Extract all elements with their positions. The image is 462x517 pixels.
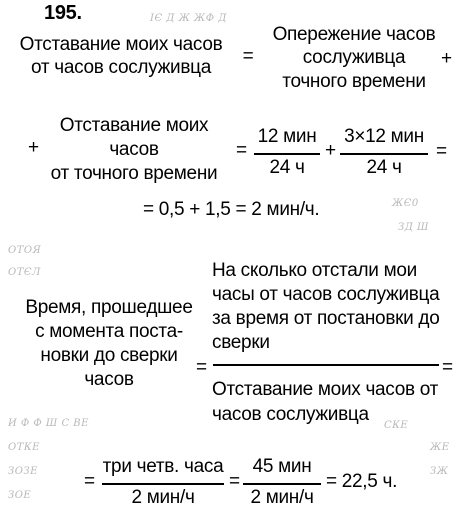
equals-sign: = bbox=[436, 141, 447, 162]
denominator-line1: Отставание моих часов от bbox=[212, 379, 439, 400]
fraction-2-numerator: 3×12 мин bbox=[344, 126, 424, 147]
scan-noise: СКЕ bbox=[384, 420, 409, 431]
fraction-1-bar bbox=[254, 153, 320, 155]
final-fraction-1-denominator: 2 мин/ч bbox=[131, 487, 195, 508]
fraction-1-numerator: 12 мин bbox=[257, 126, 317, 147]
denominator-line2: часов сослуживца bbox=[212, 404, 369, 425]
equals-sign: = bbox=[442, 357, 453, 378]
problem-number: 195. bbox=[44, 2, 82, 24]
fraction-1-denominator: 24 ч bbox=[269, 157, 305, 178]
scan-noise-top: ІЄ Д Ж ЖФ Д bbox=[150, 13, 227, 24]
scan-noise: ЗОЗЕ bbox=[8, 466, 38, 477]
scan-noise: ЗЖ bbox=[430, 466, 449, 477]
equals-sign: = bbox=[84, 471, 95, 492]
elapsed-time-line1: Время, прошедшее bbox=[25, 297, 193, 318]
scan-noise: ЗД Ш bbox=[398, 222, 429, 233]
elapsed-time-line3: новки до сверки bbox=[40, 345, 178, 366]
my-lag-line3: от точного времени bbox=[50, 163, 218, 184]
fraction-2-bar bbox=[340, 153, 428, 155]
final-fraction-1-numerator: три четв. часа bbox=[102, 456, 224, 477]
scan-noise: И Ф Ф Ш С ВЕ bbox=[8, 418, 89, 429]
scan-noise: ЖЕ bbox=[430, 442, 450, 453]
equals-sign: = bbox=[196, 357, 207, 378]
rate-result: = 0,5 + 1,5 = 2 мин/ч. bbox=[143, 199, 320, 220]
question-line3: за время от постановки до bbox=[212, 308, 440, 329]
plus-sign: + bbox=[28, 137, 39, 158]
fraction-2-denominator: 24 ч bbox=[366, 157, 402, 178]
plus-sign: + bbox=[441, 48, 452, 69]
elapsed-time-line4: часов bbox=[84, 369, 134, 390]
question-line4: сверки bbox=[212, 332, 270, 353]
colleague-lead-line3: точного времени bbox=[282, 71, 426, 92]
scan-noise: ЗОЕ bbox=[8, 490, 32, 501]
final-fraction-2-numerator: 45 мин bbox=[252, 456, 312, 477]
equals-sign: = bbox=[242, 46, 254, 67]
elapsed-time-line2: с момента поста- bbox=[35, 321, 183, 342]
question-line1: На сколько отстали мои bbox=[212, 260, 417, 281]
fraction-bar bbox=[213, 364, 439, 366]
scan-noise: ОТКЕ bbox=[8, 442, 40, 453]
lag-vs-colleague-line1: Отставание моих часов bbox=[19, 34, 223, 55]
my-lag-line1: Отставание моих bbox=[59, 115, 209, 136]
scan-noise: ЖЄ0 bbox=[392, 198, 419, 209]
colleague-lead-line2: сослуживца bbox=[302, 47, 406, 68]
plus-sign: + bbox=[325, 140, 336, 161]
final-result: = 22,5 ч. bbox=[326, 471, 398, 492]
colleague-lead-line1: Опережение часов bbox=[272, 24, 436, 45]
lag-vs-colleague-line2: от часов сослуживца bbox=[31, 57, 211, 78]
scan-noise: ОТОЯ bbox=[8, 245, 42, 256]
final-fraction-2-denominator: 2 мин/ч bbox=[250, 487, 314, 508]
final-fraction-1-bar bbox=[102, 483, 224, 485]
final-fraction-2-bar bbox=[243, 483, 321, 485]
question-line2: часы от часов сослуживца bbox=[212, 284, 440, 305]
my-lag-line2: часов bbox=[109, 139, 159, 160]
scan-noise: ОТЄЛ bbox=[8, 267, 41, 278]
equals-sign: = bbox=[229, 471, 240, 492]
equals-sign: = bbox=[236, 140, 247, 161]
